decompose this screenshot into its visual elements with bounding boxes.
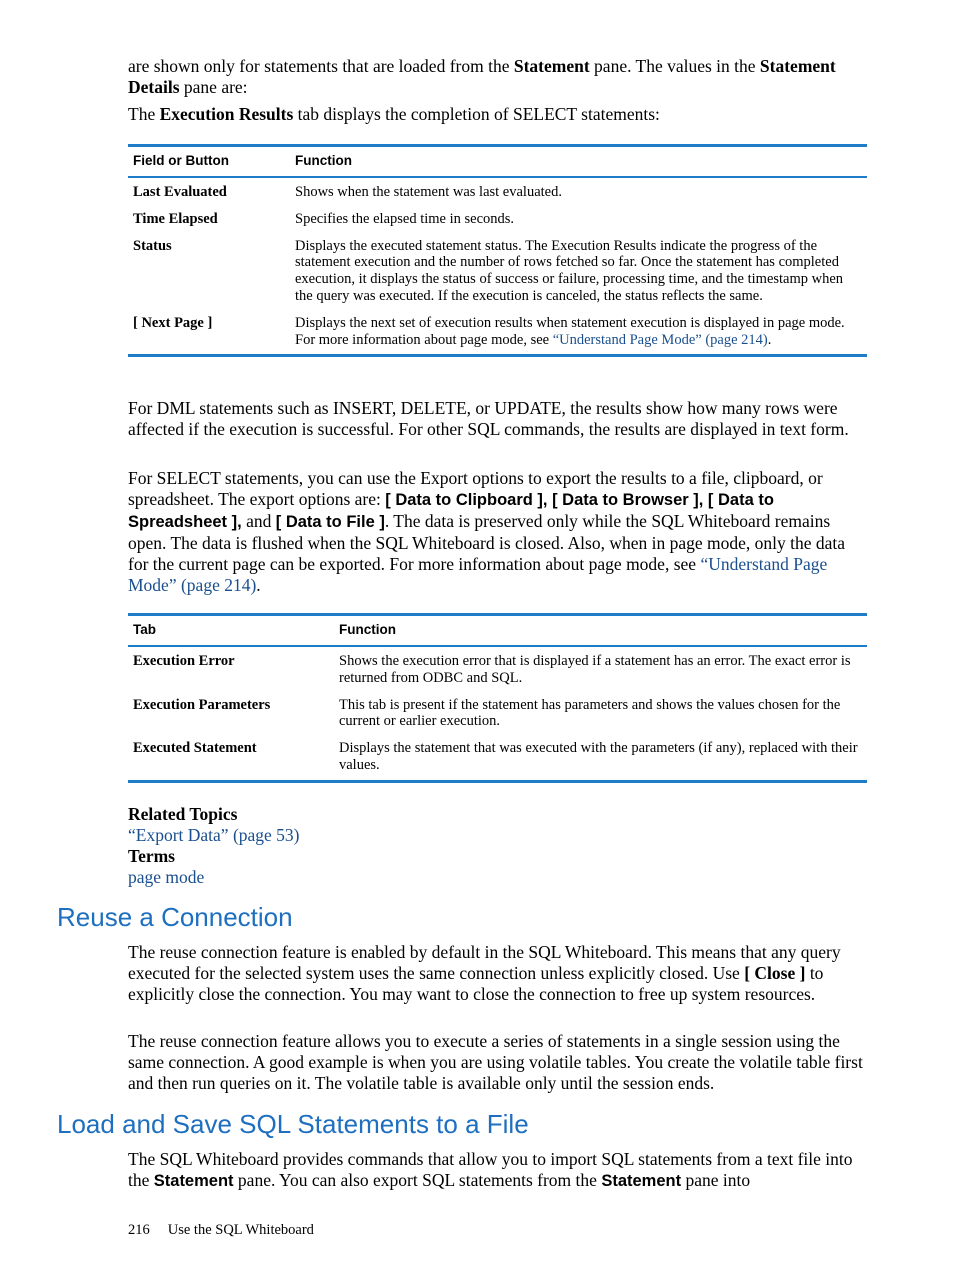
row-label: Last Evaluated	[133, 184, 227, 200]
chapter-title: Use the SQL Whiteboard	[167, 1222, 314, 1238]
row-label: Status	[133, 237, 172, 254]
intro-paragraph	[128, 56, 868, 98]
select-text: and	[241, 511, 276, 531]
row-text: Shows when the statement was last evaluated.	[295, 184, 562, 200]
reuse-text: The reuse connection feature is enabled by default in the SQL Whiteboard. This means that any query executed for the selected system uses the same connection unless explicitly closed. Use	[128, 942, 841, 983]
row-text: Displays the statement that was executed with the parameters (if any), replaced with their values.	[339, 740, 858, 773]
column-header: Field or Button	[133, 153, 229, 169]
column-header: Function	[339, 622, 396, 638]
row-label: Execution Parameters	[133, 696, 271, 713]
export-options-bold: [ Data to Clipboard ], [ Data to Browser ], [ Data to Spreadsheet ],	[128, 491, 774, 531]
table-row	[128, 311, 867, 356]
table-row	[128, 177, 867, 207]
row-text: Shows the execution error that is displayed if a statement has an error. The exact error is returned from ODBC and SQL.	[339, 653, 851, 686]
row-label: Time Elapsed	[133, 210, 218, 227]
intro-text: pane are:	[179, 77, 248, 97]
dml-paragraph: For DML statements such as INSERT, DELETE, or UPDATE, the results show how many rows were affected if the execution is successful. For other SQL commands, the results are displayed in text form.	[128, 398, 849, 439]
reuse-paragraph-2: The reuse connection feature allows you to execute a series of statements in a single session using the same connection. A good example is when you are using volatile tables. You create the volatile table first and then run queries on it. The volatile table is available only until the session ends.	[128, 1031, 863, 1093]
row-text: Displays the executed statement status. The Execution Results indicate the progress of the statement execution and the number of rows fetched so far. Once the statement has completed execution, it displays the status of success or failure, processing time, and the timestamp when the query was executed. If the execution is canceled, the status reflects the same.	[295, 237, 844, 304]
page-footer	[128, 1222, 314, 1239]
section-title-reuse-connection: Reuse a Connection	[57, 902, 293, 932]
intro-text: pane. The values in the	[589, 56, 760, 76]
select-text: .	[256, 575, 261, 595]
load-text: The SQL Whiteboard provides commands that allow you to import SQL statements from a text file into the	[128, 1149, 853, 1190]
section-title-load-save: Load and Save SQL Statements to a File	[57, 1109, 529, 1139]
row-text: Specifies the elapsed time in seconds.	[295, 210, 515, 227]
close-button-reference: [ Close ]	[744, 963, 806, 983]
tab-function-table	[128, 613, 867, 783]
load-save-paragraph	[128, 1149, 868, 1192]
field-function-table	[128, 144, 867, 357]
row-label: Executed Statement	[133, 740, 257, 757]
row-text-part: .	[767, 331, 772, 348]
load-text: pane. You can also export SQL statements from the	[233, 1170, 602, 1190]
related-topics-heading: Related Topics	[128, 804, 238, 824]
page-mode-link[interactable]: page mode	[128, 867, 205, 887]
reuse-text: to explicitly close the connection. You may want to close the connection to free up system resources.	[128, 963, 824, 1004]
table-header-row	[128, 146, 867, 178]
statement-pane-reference: Statement	[153, 1172, 234, 1190]
understand-page-mode-link[interactable]: “Understand Page Mode” (page 214)	[552, 331, 768, 348]
reuse-paragraph-1	[128, 942, 868, 1005]
row-text-part: Displays the next set of execution results when statement execution is displayed in page mode. For more information about page mode, see	[295, 314, 845, 348]
column-header: Tab	[133, 622, 156, 638]
statement-pane-reference: Statement	[601, 1172, 682, 1190]
terms-heading: Terms	[128, 846, 175, 866]
intro-bold: Statement	[513, 56, 590, 76]
page-number: 216	[128, 1222, 150, 1238]
table-row	[128, 693, 867, 737]
row-label: [ Next Page ]	[133, 314, 213, 331]
row-label: Execution Error	[133, 653, 235, 669]
understand-page-mode-link[interactable]: “Understand Page Mode” (page 214)	[128, 554, 828, 595]
intro-bold: Statement Details	[128, 56, 836, 97]
load-text: pane into	[681, 1170, 751, 1190]
row-text	[290, 311, 867, 356]
intro-text: tab displays the completion of SELECT statements:	[293, 104, 660, 124]
related-topics	[128, 804, 868, 888]
table-row	[128, 234, 867, 311]
intro-bold: Execution Results	[159, 104, 294, 124]
select-text: For SELECT statements, you can use the Export options to export the results to a file, clipboard, or spreadsheet. The export options are:	[128, 468, 823, 509]
select-export-paragraph	[128, 468, 868, 596]
execution-results-paragraph	[128, 104, 868, 125]
row-text: This tab is present if the statement has parameters and shows the values chosen for the current or earlier execution.	[339, 696, 841, 730]
export-data-link[interactable]: “Export Data” (page 53)	[128, 825, 300, 845]
table-row	[128, 646, 867, 693]
table-row	[128, 736, 867, 781]
select-text: . The data is preserved only while the SQL Whiteboard remains open. The data is flushed when the SQL Whiteboard is closed. Also, when in page mode, only the data for the current page can be exported. For more information about page mode, see	[128, 511, 846, 574]
table-row	[128, 207, 867, 234]
export-options-bold: [ Data to File ]	[275, 513, 385, 531]
intro-text: are shown only for statements that are loaded from the	[128, 56, 514, 76]
table-header-row	[128, 615, 867, 647]
intro-text: The	[128, 104, 160, 124]
column-header: Function	[295, 153, 352, 169]
